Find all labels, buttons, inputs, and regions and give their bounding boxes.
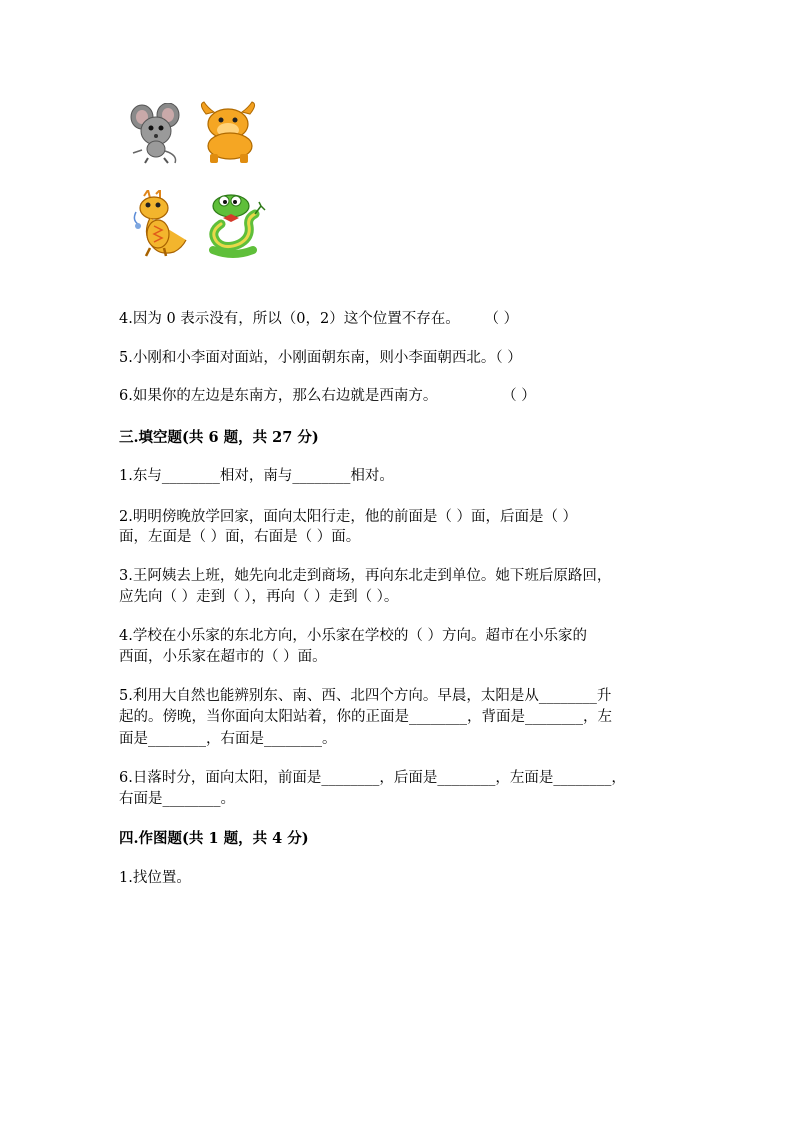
judge-question-5: 5.小刚和小李面对面站，小刚面朝东南，则小李面朝西北。（ ） [119,350,522,366]
mouse-icon [128,103,186,165]
fill-question-6-line-1: 6.日落时分，面向太阳，前面是________，后面是________，左面是________， [119,770,626,786]
fill-question-5-line-3: 面是________，右面是________。 [119,731,337,747]
snake-icon [203,192,271,260]
dragon-icon [130,190,190,262]
fill-question-3-line-2: 应先向（ ）走到（ ），再向（ ）走到（ ）。 [119,589,399,605]
fill-question-5-line-2: 起的。傍晚，当你面向太阳站着，你的正面是________，背面是________，左 [119,709,612,725]
fill-question-2-line-1: 2.明明傍晚放学回家，面向太阳行走，他的前面是（ ）面，后面是（ ） [119,509,578,525]
judge-question-4-text: 4.因为 0 表示没有，所以（0，2）这个位置不存在。 [119,311,460,327]
judge-question-4-answer-blank[interactable]: （ ） [491,311,519,327]
fill-question-5-line-1: 5.利用大自然也能辨别东、南、西、北四个方向。早晨，太阳是从________升 [119,688,612,704]
fill-question-2-line-2: 面，左面是（ ）面，右面是（ ）面。 [119,529,361,545]
judge-question-6-answer-blank[interactable]: （ ） [509,388,536,404]
fill-question-4-line-2: 西面，小乐家在超市的（ ）面。 [119,649,327,665]
ox-icon [196,100,260,166]
fill-question-3-line-1: 3.王阿姨去上班，她先向北走到商场，再向东北走到单位。她下班后原路回， [119,568,612,584]
judge-question-6 [119,386,536,407]
fill-question-1: 1.东与________相对，南与________相对。 [119,468,394,484]
draw-question-1: 1.找位置。 [119,870,191,886]
judge-question-6-text: 6.如果你的左边是东南方，那么右边就是西南方。 [119,388,438,404]
draw-section-heading: 四.作图题(共 1 题，共 4 分) [119,830,309,847]
fill-section-heading: 三.填空题(共 6 题，共 27 分) [119,429,319,446]
fill-question-6-line-2: 右面是________。 [119,791,235,807]
judge-question-4 [119,309,518,330]
fill-question-4-line-1: 4.学校在小乐家的东北方向，小乐家在学校的（ ）方向。超市在小乐家的 [119,628,587,644]
